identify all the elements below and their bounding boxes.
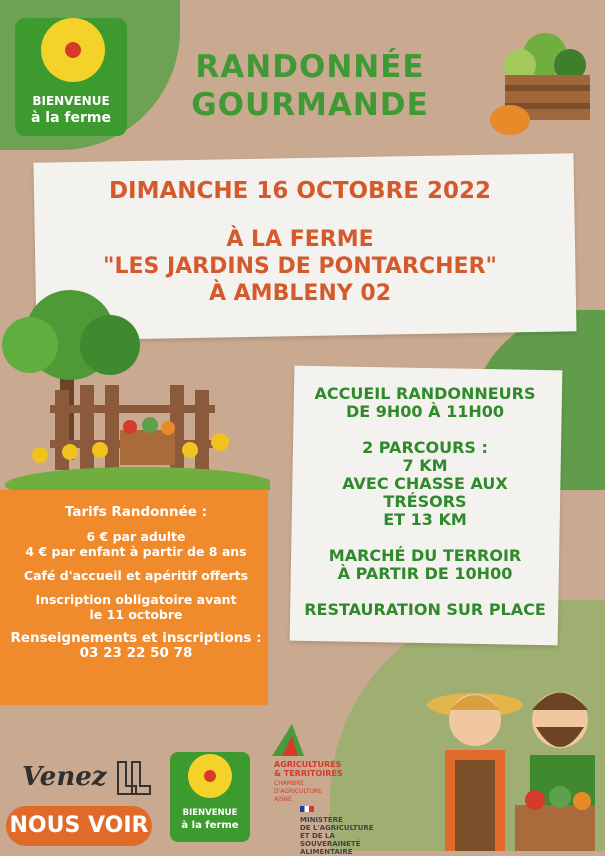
venue-line-2: "LES JARDINS DE PONTARCHER"	[103, 254, 497, 279]
logo-text-2: à la ferme	[30, 110, 111, 126]
farmers-illustration	[420, 665, 605, 851]
tarifs-heading: Tarifs Randonnée :	[64, 504, 208, 520]
french-flag-icon	[300, 806, 314, 812]
agri-line-2: & TERRITOIRES	[274, 769, 343, 778]
logo-text-1: BIENVENUE	[182, 808, 238, 818]
venez-text: Venez	[22, 762, 107, 792]
title-line-1: RANDONNÉE	[195, 49, 425, 85]
bienvenue-logo-top	[15, 18, 127, 136]
renseignements-label: Renseignements et inscriptions :	[10, 630, 262, 646]
tarif-adult: 6 € par adulte	[86, 529, 186, 544]
flower-icon	[47, 24, 99, 76]
bienvenue-logo-bottom	[170, 752, 250, 842]
parcours-line-4: ET 13 KM	[383, 510, 467, 529]
agri-line-3: CHAMBRE D'AGRICULTURE	[274, 780, 322, 795]
agricultures-territoires-logo	[268, 722, 348, 803]
parcours-line-2: 7 KM	[402, 456, 448, 475]
parcours-line-3: AVEC CHASSE AUX TRÉSORS	[342, 474, 508, 511]
ministere-line-2: DE L'AGRICULTURE	[300, 824, 374, 832]
inscription-line-1: Inscription obligatoire avant	[35, 592, 237, 607]
logo-text-2: à la ferme	[181, 820, 239, 831]
accueil-line-2: DE 9H00 À 11H00	[345, 402, 504, 421]
ministere-logo	[300, 806, 380, 856]
event-date: DIMANCHE 16 OCTOBRE 2022	[108, 178, 492, 204]
accueil-line-1: ACCUEIL RANDONNEURS	[314, 384, 536, 403]
marche-line-2: À PARTIR DE 10H00	[337, 564, 513, 583]
title-line-2: GOURMANDE	[191, 87, 429, 123]
marche-line-1: MARCHÉ DU TERROIR	[328, 546, 522, 565]
restauration-line: RESTAURATION SUR PLACE	[304, 600, 546, 619]
nous-voir-badge: NOUS VOIR	[6, 806, 152, 846]
inscription-line-2: le 11 octobre	[89, 607, 183, 622]
agri-line-4: AISNE	[274, 796, 292, 803]
cafe-text: Café d'accueil et apéritif offerts	[23, 568, 249, 583]
tarifs-text	[8, 505, 264, 670]
flower-icon	[192, 758, 228, 794]
triangle-icon	[268, 722, 308, 758]
agri-line-1: AGRICULTURES	[274, 760, 342, 769]
ministere-line-4: ALIMENTAIRE	[300, 848, 353, 856]
event-title	[150, 48, 470, 124]
vegetable-crate-icon	[490, 25, 600, 135]
venue-line-1: À LA FERME	[226, 227, 374, 252]
tarif-child: 4 € par enfant à partir de 8 ans	[25, 544, 247, 559]
ministere-line-3: ET DE LA SOUVERAINETÉ	[300, 832, 361, 848]
ministere-line-1: MINISTÈRE	[300, 816, 343, 824]
logo-text-1: BIENVENUE	[32, 94, 110, 108]
phone-number: 03 23 22 50 78	[79, 645, 193, 661]
info-text	[300, 385, 550, 637]
venue-line-3: À AMBLENY 02	[208, 281, 392, 306]
garden-illustration	[0, 290, 270, 495]
boots-icon	[112, 760, 152, 796]
parcours-line-1: 2 PARCOURS :	[362, 438, 488, 457]
